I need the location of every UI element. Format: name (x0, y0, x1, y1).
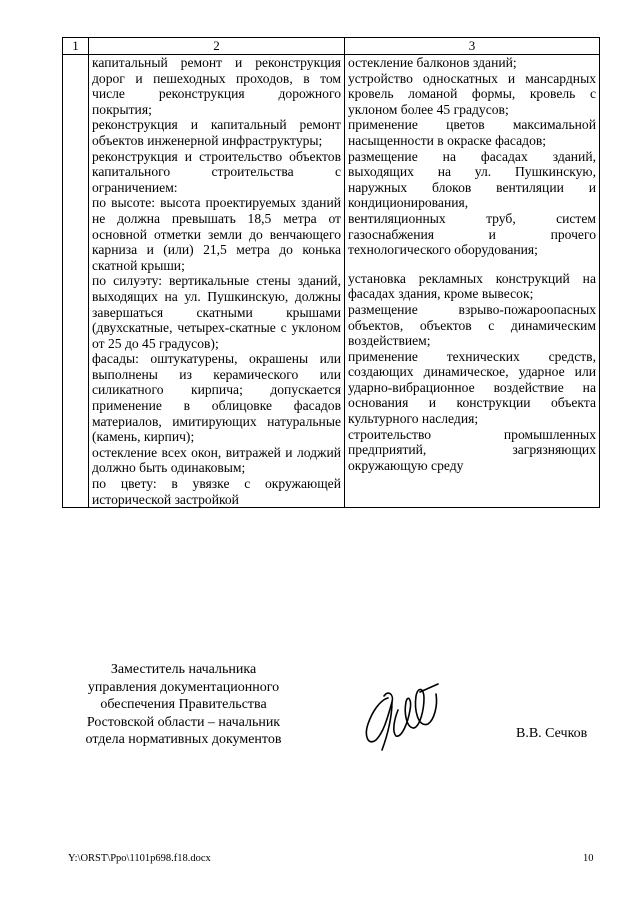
prohibited-item: применение технических средств, создающих динамическое, ударное или ударно-вибрационное воздействие на основания и конструкции объекта культурного наследия; (348, 348, 596, 427)
allowed-item: по силуэту: вертикальные стены зданий, выходящих на ул. Пушкинскую, должны завершаться скатными крышами (двухскатные, четырех-скатные с уклоном от 25 до 45 градусов); (92, 273, 341, 351)
header-col-2: 2 (89, 38, 345, 55)
allowed-item: остекление всех окон, витражей и лоджий должно быть одинаковым; (92, 444, 341, 476)
allowed-item: по высоте: высота проектируемых зданий не должна превышать 18,5 метра от основной отметки земли до венчающего карниза и (или) 21,5 метра до конька скатной крыши; (92, 195, 341, 273)
prohibited-item: вентиляционных труб, систем газоснабжения и прочего технологического оборудования; (348, 210, 596, 258)
position-line: Заместитель начальника (110, 662, 257, 677)
footer-file-path: Y:\ORST\Ppo\1101p698.f18.docx (68, 853, 211, 864)
table-header-row (63, 38, 600, 55)
regulation-table (62, 37, 600, 508)
page-number: 10 (583, 853, 594, 864)
prohibited-item: строительство промышленных предприятий, загрязняющих окружающую среду (348, 426, 596, 473)
prohibited-item: размещение взрыво-пожароопасных объектов, объектов с динамическим воздействием; (348, 301, 596, 349)
position-line: управления документационного (87, 679, 280, 695)
prohibited-item: остекление балконов зданий; (348, 55, 517, 70)
handwritten-signature (358, 676, 444, 756)
prohibited-item: применение цветов максимальной насыщенности в окраске фасадов; (348, 117, 596, 148)
allowed-item: капитальный ремонт и реконструкция дорог и пешеходных проходов, в том числе реконструкция дорожного покрытия; (92, 55, 341, 117)
header-col-1: 1 (63, 38, 89, 55)
table-row (63, 55, 600, 508)
position-line: Ростовской области – начальник (86, 714, 281, 730)
position-line: отдела нормативных документов (85, 732, 282, 747)
allowed-item: по цвету: в увязке с окружающей исторической застройкой (92, 476, 341, 507)
allowed-item: реконструкция и строительство объектов капитального строительства с ограничением: (92, 148, 341, 195)
cell-col-3 (345, 55, 600, 508)
prohibited-item: устройство односкатных и мансардных кровель ломаной формы, кровель с уклоном более 45 градусов; (348, 70, 596, 117)
prohibited-item: размещение на фасадах зданий, выходящих на ул. Пушкинскую, наружных блоков вентиляции и кондиционирования, (348, 148, 596, 211)
header-col-3: 3 (345, 38, 600, 55)
cell-col-1 (63, 55, 89, 508)
allowed-item: фасады: оштукатурены, окрашены или выполнены из керамического или силикатного кирпича; допускается применение в облицовке фасадов материалов, имитирующих натуральные (камень, кирпич); (92, 351, 341, 445)
signatory-name: В.В. Сечков (516, 726, 588, 741)
prohibited-item: установка рекламных конструкций на фасадах здания, кроме вывесок; (348, 270, 596, 302)
signatory-position (66, 661, 301, 749)
cell-col-2 (89, 55, 345, 508)
allowed-item: реконструкция и капитальный ремонт объектов инженерной инфраструктуры; (92, 117, 341, 148)
position-line: обеспечения Правительства (100, 697, 267, 712)
